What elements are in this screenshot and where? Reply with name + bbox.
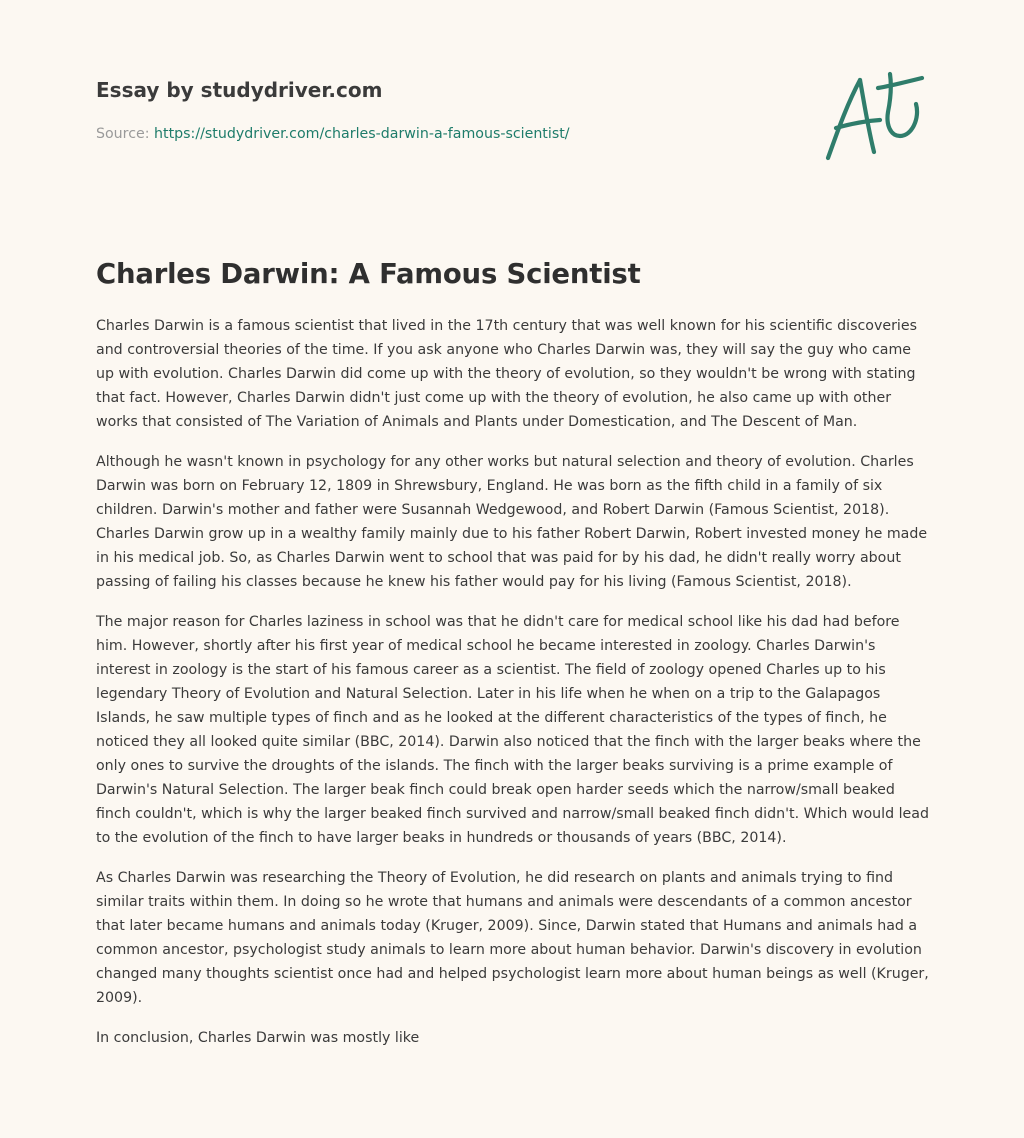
essay-paragraph: Charles Darwin is a famous scientist that lived in the 17th century that was well known for his scientific discoveries and controversial theories of the time. If you ask anyone who Charles Darwin was, they will say the guy who came up with evolution. Charles Darwin did come up with the theory of evolution, so they wouldn't be wrong with stating that fact. However, Charles Darwin didn't just come up with the theory of evolution, he also came up with other works that consisted of The Variation of Animals and Plants under Domestication, and The Descent of Man. xyxy=(96,318,917,430)
document-header xyxy=(96,77,796,143)
essay-paragraph: The major reason for Charles laziness in school was that he didn't care for medical school like his dad had before him. However, shortly after his first year of medical school he became interested in zoology. Charles Darwin's interest in zoology is the start of his famous career as a scientist. The field of zoology opened Charles up to his legendary Theory of Evolution and Natural Selection. Later in his life when he when on a trip to the Galapagos Islands, he saw multiple types of finch and as he looked at the different characteristics of the types of finch, he noticed they all looked quite similar (BBC, 2014). Darwin also noticed that the finch with the larger beaks where the only ones to survive the droughts of the islands. The finch with the larger beaks surviving is a prime example of Darwin's Natural Selection. The larger beak finch could break open harder seeds which the narrow/small beaked finch couldn't, which is why the larger beaked finch survived and narrow/small beaked finch didn't. Which would lead to the evolution of the finch to have larger beaks in hundreds or thousands of years (BBC, 2014). xyxy=(96,614,929,846)
a-plus-logo-icon xyxy=(818,66,930,166)
source-line xyxy=(96,125,796,143)
essay-paragraph: In conclusion, Charles Darwin was mostly like xyxy=(96,1030,420,1046)
essay-body xyxy=(96,314,932,1066)
source-link[interactable]: https://studydriver.com/charles-darwin-a-famous-scientist/ xyxy=(154,126,570,142)
essay-paragraph: Although he wasn't known in psychology for any other works but natural selection and theory of evolution. Charles Darwin was born on February 12, 1809 in Shrewsbury, England. He was born as the fifth child in a family of six children. Darwin's mother and father were Susannah Wedgewood, and Robert Darwin (Famous Scientist, 2018). Charles Darwin grow up in a wealthy family mainly due to his father Robert Darwin, Robert invested money he made in his medical job. So, as Charles Darwin went to school that was paid for by his dad, he didn't really worry about passing of failing his classes because he knew his father would pay for his living (Famous Scientist, 2018). xyxy=(96,454,928,590)
brand-title: Essay by studydriver.com xyxy=(96,78,383,102)
essay-title: Charles Darwin: A Famous Scientist xyxy=(96,258,641,290)
essay-paragraph: As Charles Darwin was researching the Theory of Evolution, he did research on plants and animals trying to find similar traits within them. In doing so he wrote that humans and animals were descendants of a common ancestor that later became humans and animals today (Kruger, 2009). Since, Darwin stated that Humans and animals had a common ancestor, psychologist study animals to learn more about human behavior. Darwin's discovery in evolution changed many thoughts scientist once had and helped psychologist learn more about human beings as well (Kruger, 2009). xyxy=(96,870,929,1006)
source-label: Source: xyxy=(96,126,155,142)
